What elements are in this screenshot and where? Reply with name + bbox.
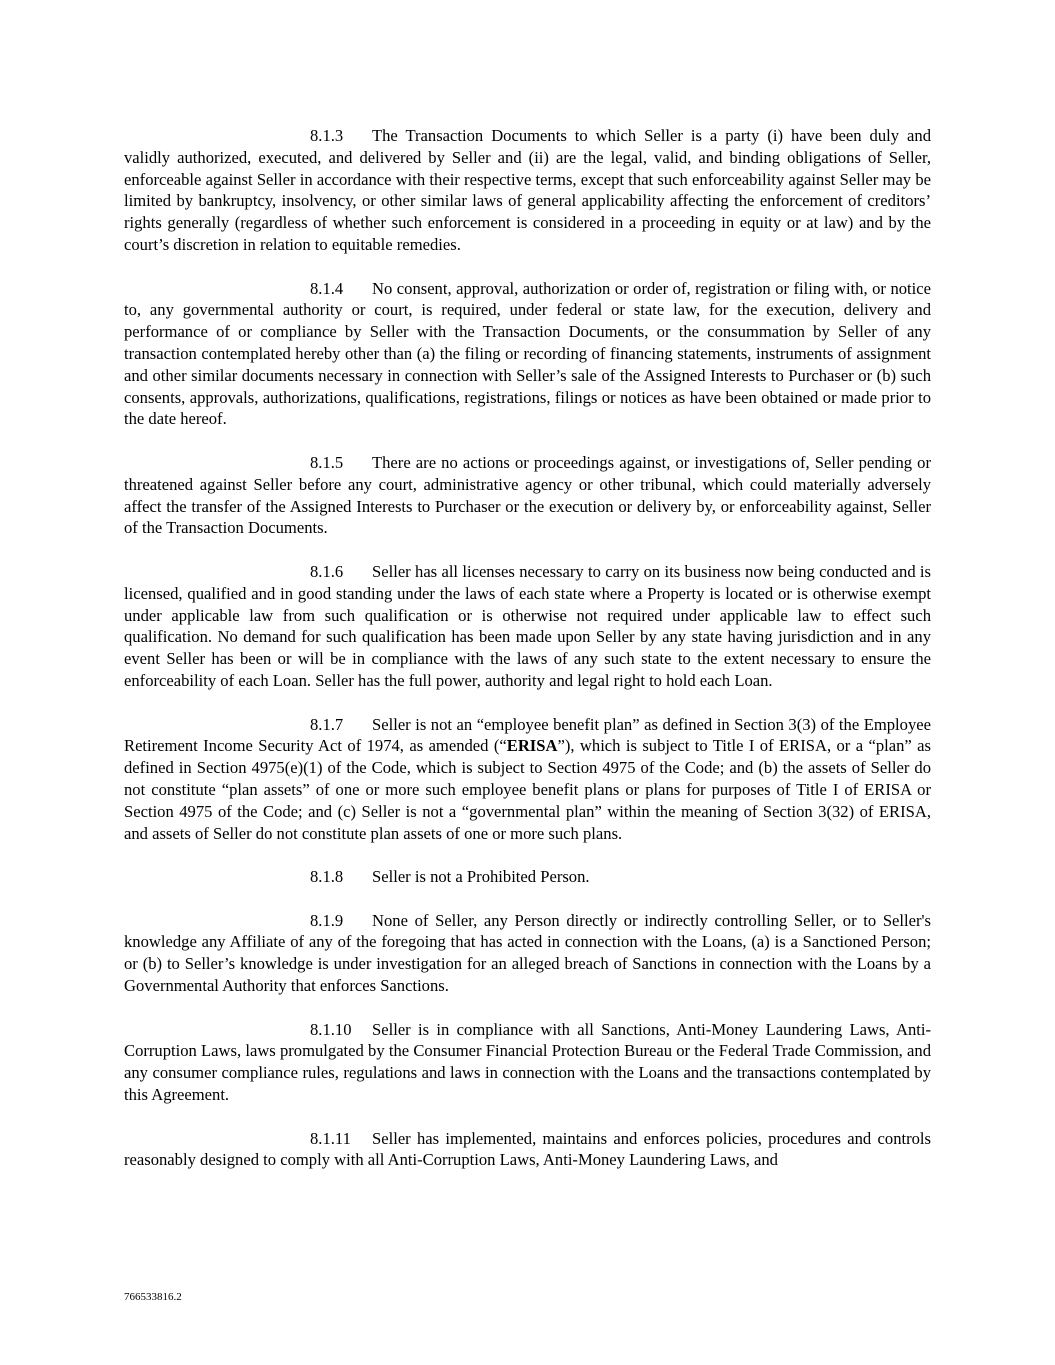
- section-number: 8.1.9: [310, 910, 344, 930]
- section-text: None of Seller, any Person directly or indirectly controlling Seller, or to Seller's knowledge any Affiliate of any of the foregoing that has acted in connection with the Loans, (a) is a Sanctioned Person; or (b) to Seller’s knowledge is under investigation for an alleged breach of Sanctions in connection with the Loans by a Governmental Authority that enforces Sanctions.: [124, 910, 931, 996]
- section-text-after: ”), which is subject to Title I of ERISA, or a “plan” as defined in Section 4975(e)(1) of the Code, which is subject to Section 4975 of the Code; and (b) the assets of Seller do not constitute “plan assets” of one or more such employee benefit plans or plans for purposes of Title I of ERISA or Section 4975 of the Code; and (c) Seller is not a “governmental plan” within the meaning of Section 3(32) of ERISA, and assets of Seller do not constitute plan assets of one or more such plans.: [124, 736, 931, 843]
- section-number: 8.1.10: [310, 1019, 352, 1039]
- section-text: The Transaction Documents to which Seller is a party (i) have been duly and validly authorized, executed, and delivered by Seller and (ii) are the legal, valid, and binding obligations of Seller, enforceable against Seller in accordance with their respective terms, except that such enforceability against Seller may be limited by bankruptcy, insolvency, or other similar laws of general applicability affecting the enforcement of creditors’ rights generally (regardless of whether such enforcement is considered in a proceeding in equity or at law) and by the court’s discretion in relation to equitable remedies.: [124, 126, 931, 254]
- section-text-before: Seller is not an “employee benefit plan” as defined in Section 3(3) of the Employee Retirement Income Security Act of 1974, as amended (“: [124, 714, 931, 756]
- section-8-1-10: [124, 1019, 931, 1106]
- section-text: There are no actions or proceedings against, or investigations of, Seller pending or threatened against Seller before any court, administrative agency or other tribunal, which could materially adversely affect the transfer of the Assigned Interests to Purchaser or the execution or delivery by, or enforceability against, Seller of the Transaction Documents.: [124, 452, 931, 538]
- section-text: Seller has implemented, maintains and enforces policies, procedures and controls reasonably designed to comply with all Anti-Corruption Laws, Anti-Money Laundering Laws, and: [124, 1128, 931, 1170]
- section-number: 8.1.5: [310, 452, 344, 472]
- defined-term-erisa: ERISA: [506, 736, 558, 756]
- section-8-1-11: [124, 1128, 931, 1172]
- section-8-1-7: [124, 714, 931, 845]
- section-text: Seller has all licenses necessary to carry on its business now being conducted and is licensed, qualified and in good standing under the laws of each state where a Property is located or is otherwise exempt under applicable law from such qualification or is otherwise not required under applicable law to effect such qualification. No demand for such qualification has been made upon Seller by any state having jurisdiction and in any event Seller has been or will be in compliance with the laws of any such state to the extent necessary to ensure the enforceability of each Loan. Seller has the full power, authority and legal right to hold each Loan.: [124, 561, 931, 690]
- section-8-1-4: [124, 278, 931, 431]
- section-8-1-3: [124, 125, 931, 256]
- section-text: Seller is not a Prohibited Person.: [372, 867, 590, 887]
- document-body: [124, 125, 931, 1171]
- section-number: 8.1.6: [310, 561, 344, 581]
- section-8-1-8: [124, 866, 931, 888]
- section-number: 8.1.11: [310, 1128, 351, 1148]
- section-number: 8.1.4: [310, 278, 344, 298]
- section-number: 8.1.8: [310, 867, 344, 887]
- section-number: 8.1.7: [310, 714, 344, 734]
- section-text: No consent, approval, authorization or order of, registration or filing with, or notice to, any governmental authority or court, is required, under federal or state law, for the execution, delivery and performance of or compliance by Seller with the Transaction Documents, or the consummation by Seller of any transaction contemplated hereby other than (a) the filing or recording of financing statements, instruments of assignment and other similar documents necessary in connection with Seller’s sale of the Assigned Interests to Purchaser or (b) such consents, approvals, authorizations, qualifications, registrations, filings or notices as have been obtained or made prior to the date hereof.: [124, 278, 931, 429]
- section-text: Seller is in compliance with all Sanctions, Anti-Money Laundering Laws, Anti-Corruption Laws, laws promulgated by the Consumer Financial Protection Bureau or the Federal Trade Commission, and any consumer compliance rules, regulations and laws in connection with the Loans and the transactions contemplated by this Agreement.: [124, 1019, 931, 1105]
- section-8-1-9: [124, 910, 931, 997]
- section-number: 8.1.3: [310, 126, 344, 145]
- section-8-1-6: [124, 561, 931, 692]
- section-8-1-5: [124, 452, 931, 539]
- document-footer-id: 766533816.2: [124, 1291, 182, 1303]
